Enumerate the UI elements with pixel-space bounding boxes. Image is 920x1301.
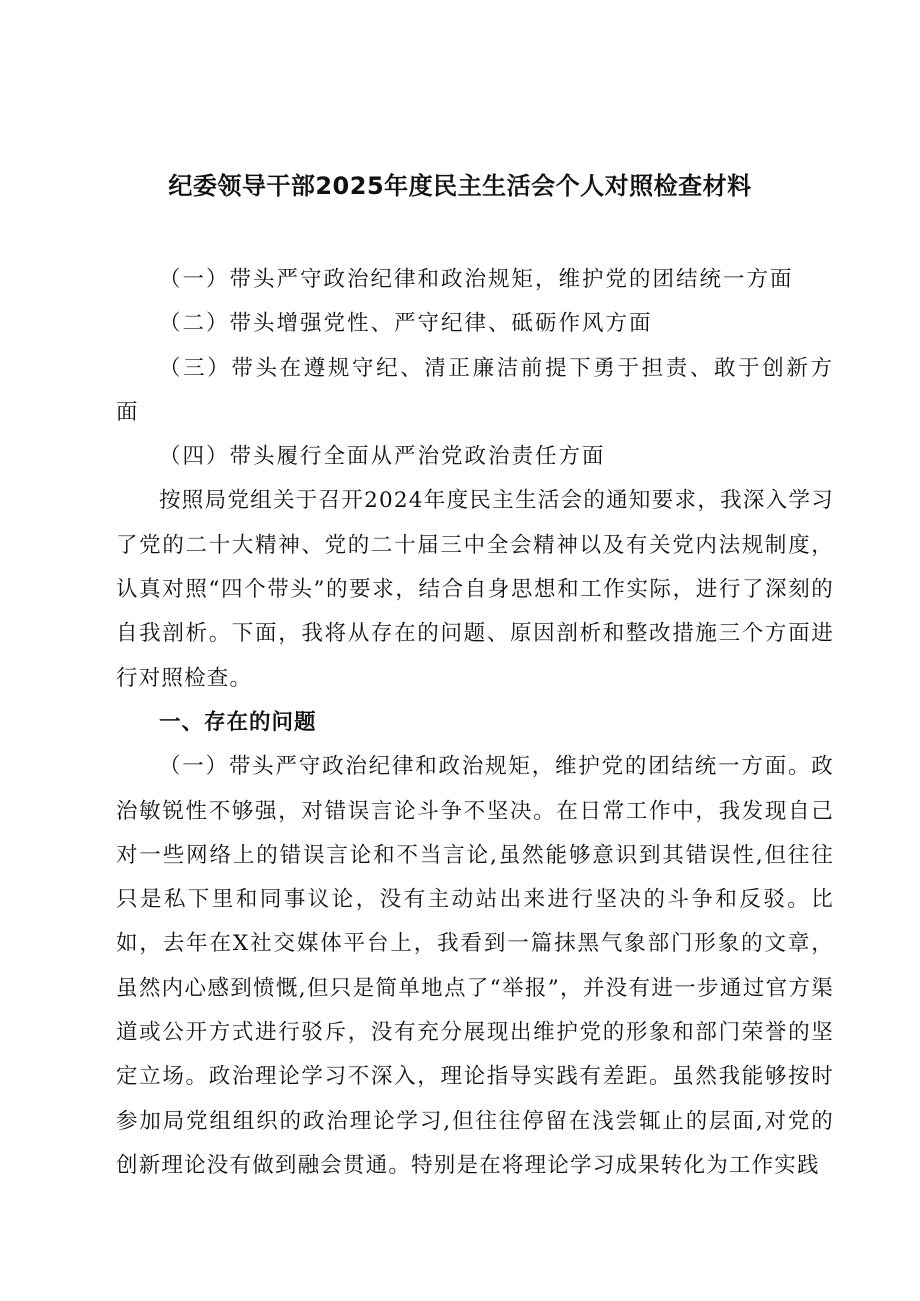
intro-paragraph: 按照局党组关于召开2024年度民主生活会的通知要求，我深入学习了党的二十大精神、党的二十届三中全会精神以及有关党内法规制度，认真对照“四个带头”的要求，结合自身思想和工作实际，进行了深刻的自我剖析。下面，我将从存在的问题、原因剖析和整改措施三个方面进行对照检查。: [116, 488, 834, 691]
subsection-title-1: （一）带头严守政治纪律和政治规矩，维护党的团结统一方面。: [159, 754, 812, 780]
toc-item-4: （四）带头履行全面从严治党政治责任方面: [159, 444, 606, 470]
subsection-body-1: 政治敏锐性不够强，对错误言论斗争不坚决。在日常工作中，我发现自己对一些网络上的错误言论和不当言论,虽然能够意识到其错误性,但往往只是私下里和同事议论，没有主动站出来进行坚决的斗争和反驳。比如，去年在X社交媒体平台上，我看到一篇抹黑气象部门形象的文章，虽然内心感到愤慨,但只是简单地点了“举报”，并没有进一步通过官方渠道或公开方式进行驳斥，没有充分展现出维护党的形象和部门荣誉的坚定立场。政治理论学习不深入，理论指导实践有差距。虽然我能够按时参加局党组组织的政治理论学习,但往往停留在浅尝辄止的层面,对党的创新理论没有做到融会贯通。特别是在将理论学习成果转化为工作实践: [116, 754, 834, 1178]
document-body: [116, 258, 834, 1188]
subsection-paragraph-1: [116, 745, 834, 1188]
toc-item-3: （三）带头在遵规守纪、清正廉洁前提下勇于担责、敢于创新方面: [116, 355, 834, 425]
document-title: 纪委领导干部2025年度民主生活会个人对照检查材料: [168, 172, 752, 200]
toc-item-2: （二）带头增强党性、严守纪律、砥砺作风方面: [159, 311, 653, 337]
section-heading-problems: 一、存在的问题: [159, 709, 317, 735]
toc-item-1: （一）带头严守政治纪律和政治规矩，维护党的团结统一方面: [159, 267, 794, 292]
